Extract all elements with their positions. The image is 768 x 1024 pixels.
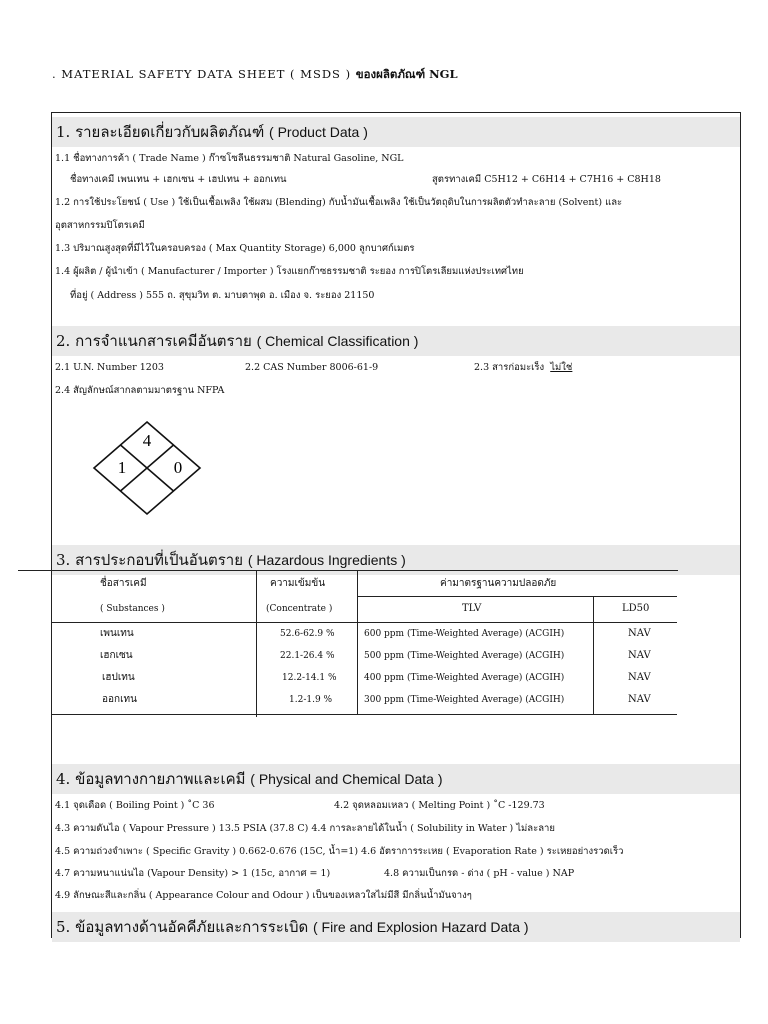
table-row-conc: 52.6-62.9 %: [280, 629, 335, 639]
section-2-heading: [52, 326, 740, 356]
table-col-divider-3: [593, 597, 594, 715]
table-row-ld50: NAV: [628, 694, 651, 705]
section-5-heading-th: 5. ข้อมูลทางด้านอัคคีภัยและการระเบิด: [56, 918, 309, 936]
nfpa-health-value: 4: [142, 431, 152, 450]
table-row-ld50: NAV: [628, 650, 651, 661]
section-2-heading-th: 2. การจำแนกสารเคมีอันตราย: [56, 332, 252, 350]
section-4-heading-en: ( Physical and Chemical Data ): [250, 771, 443, 787]
section-3-heading-en: ( Hazardous Ingredients ): [247, 552, 406, 568]
header-substance-th: ชื่อสารเคมี: [100, 578, 147, 589]
table-row-conc: 12.2-14.1 %: [282, 673, 337, 683]
specific-gravity-line: 4.5 ความถ่วงจำเพาะ ( Specific Gravity ) 0.662-0.676 (15C, น้ำ=1) 4.6 อัตราการระเหย ( Evaporation Rate ) ระเหยอย่างรวดเร็ว: [55, 846, 624, 857]
table-row-tlv: 600 ppm (Time-Weighted Average) (ACGIH): [364, 629, 565, 639]
carcinogen-field: [474, 361, 572, 375]
table-row-tlv: 500 ppm (Time-Weighted Average) (ACGIH): [364, 651, 565, 661]
document-frame: [51, 112, 741, 938]
table-mid-rule: [357, 596, 677, 597]
table-row-conc: 1.2-1.9 %: [289, 695, 333, 705]
header-substance-en: ( Substances ): [100, 604, 165, 614]
chemical-formula-line: สูตรทางเคมี C5H12 + C6H14 + C7H16 + C8H18: [432, 174, 661, 185]
header-conc-en: (Concentrate ): [266, 604, 333, 614]
vapour-density: 4.7 ความหนาแน่นไอ (Vapour Density) > 1 (15c, อากาศ = 1): [55, 868, 331, 879]
use-line: 1.2 การใช้ประโยชน์ ( Use ) ใช้เป็นเชื้อเพลิง ใช้ผสม (Blending) กับน้ำมันเชื้อเพลิง ใช้เป็นวัตถุดิบในการผลิตตัวทำละลาย (Solvent) และ: [55, 197, 623, 208]
table-row-name: เฮกเซน: [100, 650, 133, 661]
boiling-point: 4.1 จุดเดือด ( Boiling Point ) ˚C 36: [55, 800, 215, 811]
table-col-divider-1: [256, 571, 257, 717]
melting-point: 4.2 จุดหลอมเหลว ( Melting Point ) ˚C -129.73: [334, 800, 545, 811]
nfpa-right-value: 0: [173, 458, 183, 477]
section-2-heading-en: ( Chemical Classification ): [256, 333, 419, 349]
vapour-pressure-line: 4.3 ความดันไอ ( Vapour Pressure ) 13.5 PSIA (37.8 C) 4.4 การละลายได้ในน้ำ ( Solubility in Water ) ไม่ละลาย: [55, 823, 555, 834]
page-title: [52, 66, 458, 84]
table-header-rule: [52, 622, 677, 623]
section-1-heading-en: ( Product Data ): [269, 124, 368, 140]
appearance-line: 4.9 ลักษณะสีและกลิ่น ( Appearance Colour and Odour ) เป็นของเหลวใสไม่มีสี มีกลิ่นน้ำมันจางๆ: [55, 890, 472, 901]
title-prefix: . MATERIAL SAFETY DATA SHEET ( MSDS ): [52, 67, 352, 81]
nfpa-label: 2.4 สัญลักษณ์สากลตามมาตรฐาน NFPA: [55, 385, 225, 396]
section-4-heading: [52, 764, 740, 794]
table-top-rule: [18, 570, 678, 571]
nfpa-left-value: 1: [117, 458, 127, 477]
un-number: 2.1 U.N. Number 1203: [55, 362, 164, 373]
table-col-divider-2: [357, 571, 358, 715]
header-conc-th: ความเข้มข้น: [270, 578, 326, 589]
section-1-heading: [52, 117, 740, 147]
cas-number: 2.2 CAS Number 8006-61-9: [245, 362, 379, 373]
header-ld50: LD50: [622, 603, 650, 614]
header-tlv: TLV: [462, 603, 482, 614]
chemical-name-line: ชื่อทางเคมี เพนเทน + เฮกเซน + เฮปเทน + ออกเทน: [70, 174, 287, 185]
table-row-tlv: 400 ppm (Time-Weighted Average) (ACGIH): [364, 673, 565, 683]
section-4-heading-th: 4. ข้อมูลทางกายภาพและเคมี: [56, 770, 246, 788]
address-line: ที่อยู่ ( Address ) 555 ถ. สุขุมวิท ต. มาบตาพุด อ. เมือง จ. ระยอง 21150: [70, 290, 375, 301]
nfpa-diamond: [92, 420, 202, 520]
carcinogen-value: ไม่ใช่: [550, 362, 573, 373]
table-row-name: ออกเทน: [102, 694, 137, 705]
manufacturer-line: 1.4 ผู้ผลิต / ผู้นำเข้า ( Manufacturer / Importer ) โรงแยกก๊าซธรรมชาติ ระยอง การปิโตรเลียมแห่งประเทศไทย: [55, 266, 524, 277]
table-row-ld50: NAV: [628, 672, 651, 683]
table-bottom-rule: [52, 714, 677, 715]
section-5-heading-en: ( Fire and Explosion Hazard Data ): [313, 919, 529, 935]
table-row-name: เฮปเทน: [102, 672, 135, 683]
trade-name-line: 1.1 ชื่อทางการค้า ( Trade Name ) ก๊าซโซลีนธรรมชาติ Natural Gasoline, NGL: [55, 153, 404, 164]
table-row-conc: 22.1-26.4 %: [280, 651, 335, 661]
table-row-name: เพนเทน: [100, 628, 134, 639]
use-line-continued: อุตสาหกรรมปิโตรเคมี: [55, 220, 145, 231]
section-5-heading: [52, 912, 740, 942]
section-3-heading-th: 3. สารประกอบที่เป็นอันตราย: [56, 551, 244, 569]
ph-value: 4.8 ความเป็นกรด - ด่าง ( pH - value ) NAP: [384, 868, 575, 879]
header-safety-th: ค่ามาตรฐานความปลอดภัย: [440, 578, 557, 589]
title-thai: ของผลิตภัณฑ์ NGL: [355, 67, 458, 81]
max-storage-line: 1.3 ปริมาณสูงสุดที่มีไว้ในครอบครอง ( Max Quantity Storage) 6,000 ลูกบาศก์เมตร: [55, 243, 415, 254]
table-row-tlv: 300 ppm (Time-Weighted Average) (ACGIH): [364, 695, 565, 705]
table-row-ld50: NAV: [628, 628, 651, 639]
carcinogen-label: 2.3 สารก่อมะเร็ง: [474, 362, 545, 373]
section-1-heading-th: 1. รายละเอียดเกี่ยวกับผลิตภัณฑ์: [56, 123, 265, 141]
